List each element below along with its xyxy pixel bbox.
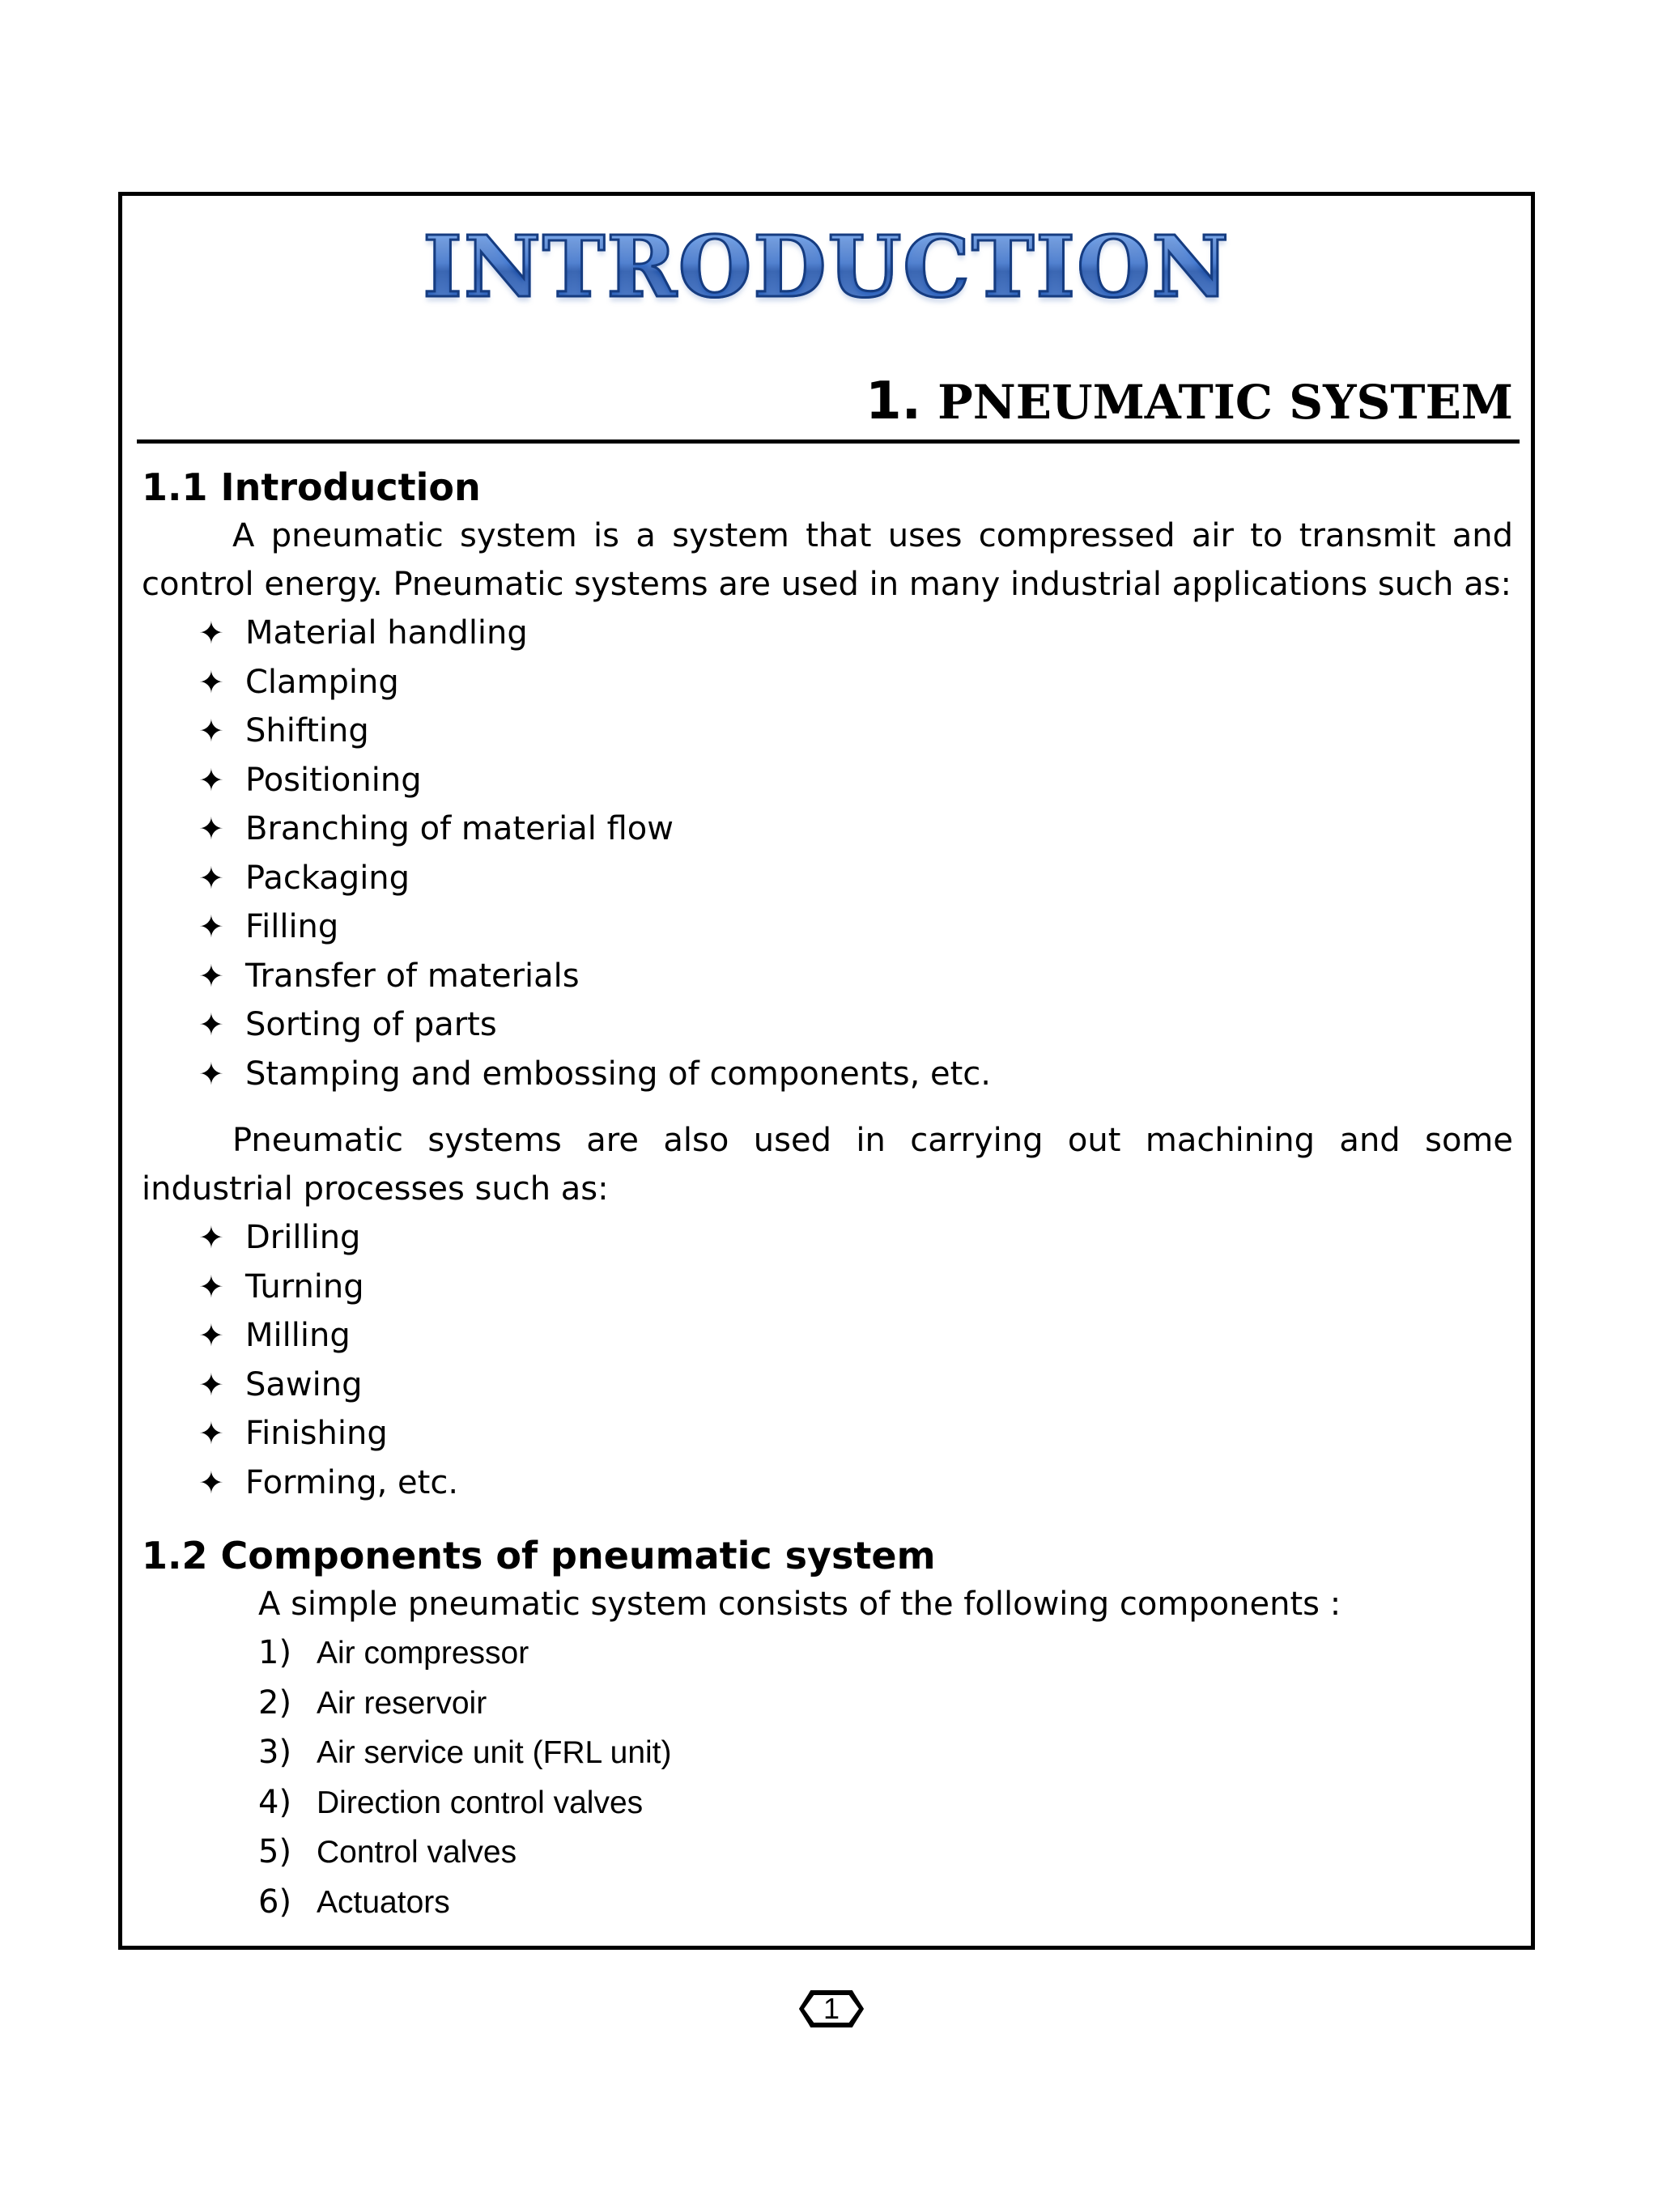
introduction-banner [122, 217, 1531, 316]
list-item: ✦ Drilling [198, 1213, 1513, 1263]
chapter-number: 1. [865, 371, 921, 431]
processes-paragraph: Pneumatic systems are also used in carrying out machining and some industrial processes such as: [142, 1122, 1513, 1208]
star-bullet-icon: ✦ [198, 713, 224, 749]
star-bullet-icon: ✦ [198, 664, 224, 700]
star-bullet-icon: ✦ [198, 811, 224, 847]
list-item: ✦ Sawing [198, 1361, 1513, 1410]
spacer [142, 1507, 1513, 1531]
star-bullet-icon: ✦ [198, 1007, 224, 1042]
list-item: ✦ Turning [198, 1263, 1513, 1312]
list-item: ✦ Branching of material flow [198, 805, 1513, 854]
chapter-name: PNEUMATIC SYSTEM [937, 375, 1513, 430]
star-bullet-icon: ✦ [198, 860, 224, 896]
list-item: ✦ Forming, etc. [198, 1458, 1513, 1508]
page-frame [118, 192, 1535, 1950]
star-bullet-icon: ✦ [198, 909, 224, 945]
section-heading-introduction: 1.1 Introduction [142, 465, 481, 509]
components-list [142, 1628, 1513, 1927]
title-rule [137, 439, 1520, 444]
list-item: ✦ Finishing [198, 1409, 1513, 1458]
list-item: 6) Actuators [258, 1883, 450, 1921]
banner-text: INTRODUCTION [423, 217, 1231, 316]
star-bullet-icon: ✦ [198, 1318, 224, 1353]
star-bullet-icon: ✦ [198, 1220, 224, 1255]
chapter-title [865, 371, 1513, 431]
star-bullet-icon: ✦ [198, 1416, 224, 1451]
processes-list [142, 1213, 1513, 1507]
list-item: 3) Air service unit (FRL unit) [258, 1734, 672, 1771]
star-bullet-icon: ✦ [198, 762, 224, 798]
star-bullet-icon: ✦ [198, 1055, 224, 1092]
list-item: ✦ Sorting of parts [198, 1000, 1513, 1050]
page-content [142, 463, 1513, 1927]
list-item: ✦ Transfer of materials [198, 952, 1513, 1001]
list-item: ✦ Stamping and embossing of components, etc. [198, 1050, 1513, 1099]
list-item: 4) Direction control valves [258, 1783, 644, 1821]
list-item: ✦ Milling [198, 1311, 1513, 1361]
list-item: ✦ Clamping [198, 658, 1513, 707]
list-item: ✦ Filling [198, 902, 1513, 952]
intro-paragraph: A pneumatic system is a system that uses compressed air to transmit and control energy. Pneumatic systems are used in many industrial applications such as: [142, 517, 1513, 603]
page-number: 1 [823, 1992, 840, 2025]
section-heading-components: 1.2 Components of pneumatic system [142, 1534, 936, 1577]
star-bullet-icon: ✦ [198, 1464, 224, 1501]
star-bullet-icon: ✦ [198, 1366, 224, 1403]
star-bullet-icon: ✦ [198, 957, 224, 994]
star-bullet-icon: ✦ [198, 1268, 224, 1305]
list-item: 5) Control valves [258, 1833, 517, 1870]
star-bullet-icon: ✦ [198, 615, 224, 651]
list-item: ✦ Positioning [198, 756, 1513, 805]
components-intro: A simple pneumatic system consists of the following components : [258, 1586, 1341, 1623]
list-item: ✦ Shifting [198, 707, 1513, 756]
list-item: 1) Air compressor [258, 1634, 529, 1671]
spacer [142, 1098, 1513, 1116]
list-item: ✦ Packaging [198, 854, 1513, 903]
list-item: 2) Air reservoir [258, 1683, 487, 1722]
applications-list [142, 609, 1513, 1098]
list-item: ✦ Material handling [198, 609, 1513, 658]
